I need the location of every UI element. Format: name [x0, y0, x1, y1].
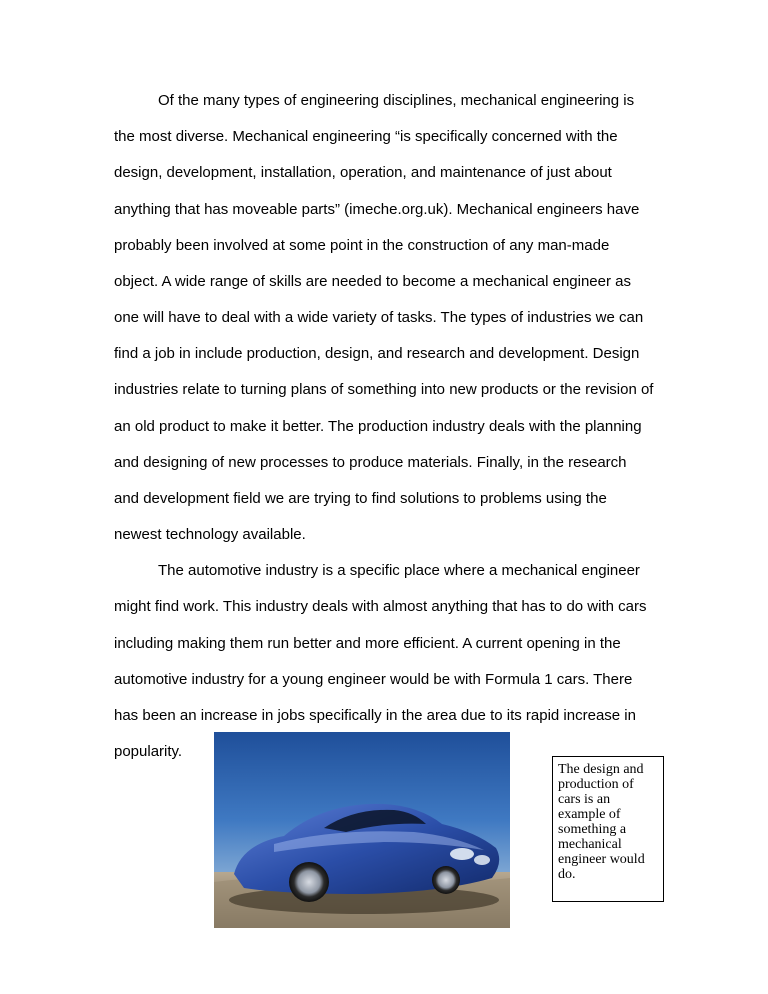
- paragraph-1-line-9: industries relate to turning plans of something into new products or the revision of: [114, 381, 654, 398]
- paragraph-2-line-2: might find work. This industry deals with almost anything that has to do with cars: [114, 598, 647, 615]
- caption-line-8: do.: [558, 867, 576, 882]
- paragraph-1-line-2: the most diverse. Mechanical engineering “is specifically concerned with the: [114, 128, 618, 145]
- paragraph-1-line-8: find a job in include production, design, and research and development. Design: [114, 345, 640, 362]
- paragraph-1-line-1: Of the many types of engineering disciplines, mechanical engineering is: [158, 92, 635, 109]
- paragraph-1-line-6: object. A wide range of skills are needed to become a mechanical engineer as: [114, 273, 631, 290]
- caption-line-3: cars is an: [558, 792, 611, 807]
- paragraph-2-line-6: popularity.: [114, 743, 183, 760]
- caption-line-1: The design and: [558, 762, 644, 777]
- caption-line-6: mechanical: [558, 837, 622, 852]
- paragraph-1-line-4: anything that has moveable parts” (imeche.org.uk). Mechanical engineers have: [114, 201, 640, 218]
- paragraph-2-line-3: including making them run better and more efficient. A current opening in the: [114, 635, 621, 652]
- caption-line-7: engineer would: [558, 852, 645, 867]
- paragraph-2-line-1: The automotive industry is a specific place where a mechanical engineer: [158, 562, 640, 579]
- caption-line-5: something a: [558, 822, 627, 837]
- caption-line-4: example of: [558, 807, 621, 822]
- paragraph-1-line-11: and designing of new processes to produce materials. Finally, in the research: [114, 454, 627, 471]
- paragraph-2-line-5: has been an increase in jobs specifically in the area due to its rapid increase in: [114, 707, 636, 724]
- paragraph-1-line-10: an old product to make it better. The production industry deals with the planning: [114, 418, 642, 435]
- paragraph-1-line-5: probably been involved at some point in the construction of any man-made: [114, 237, 610, 254]
- caption-box: [552, 756, 664, 902]
- paragraph-1-line-12: and development field we are trying to find solutions to problems using the: [114, 490, 607, 507]
- paragraph-1-line-7: one will have to deal with a wide variety of tasks. The types of industries we can: [114, 309, 644, 326]
- paragraph-1-line-13: newest technology available.: [114, 526, 306, 543]
- paragraph-2-line-4: automotive industry for a young engineer would be with Formula 1 cars. There: [114, 671, 633, 688]
- caption-line-2: production of: [558, 777, 634, 792]
- car-photo: [214, 732, 510, 928]
- paragraph-1-line-3: design, development, installation, operation, and maintenance of just about: [114, 164, 612, 181]
